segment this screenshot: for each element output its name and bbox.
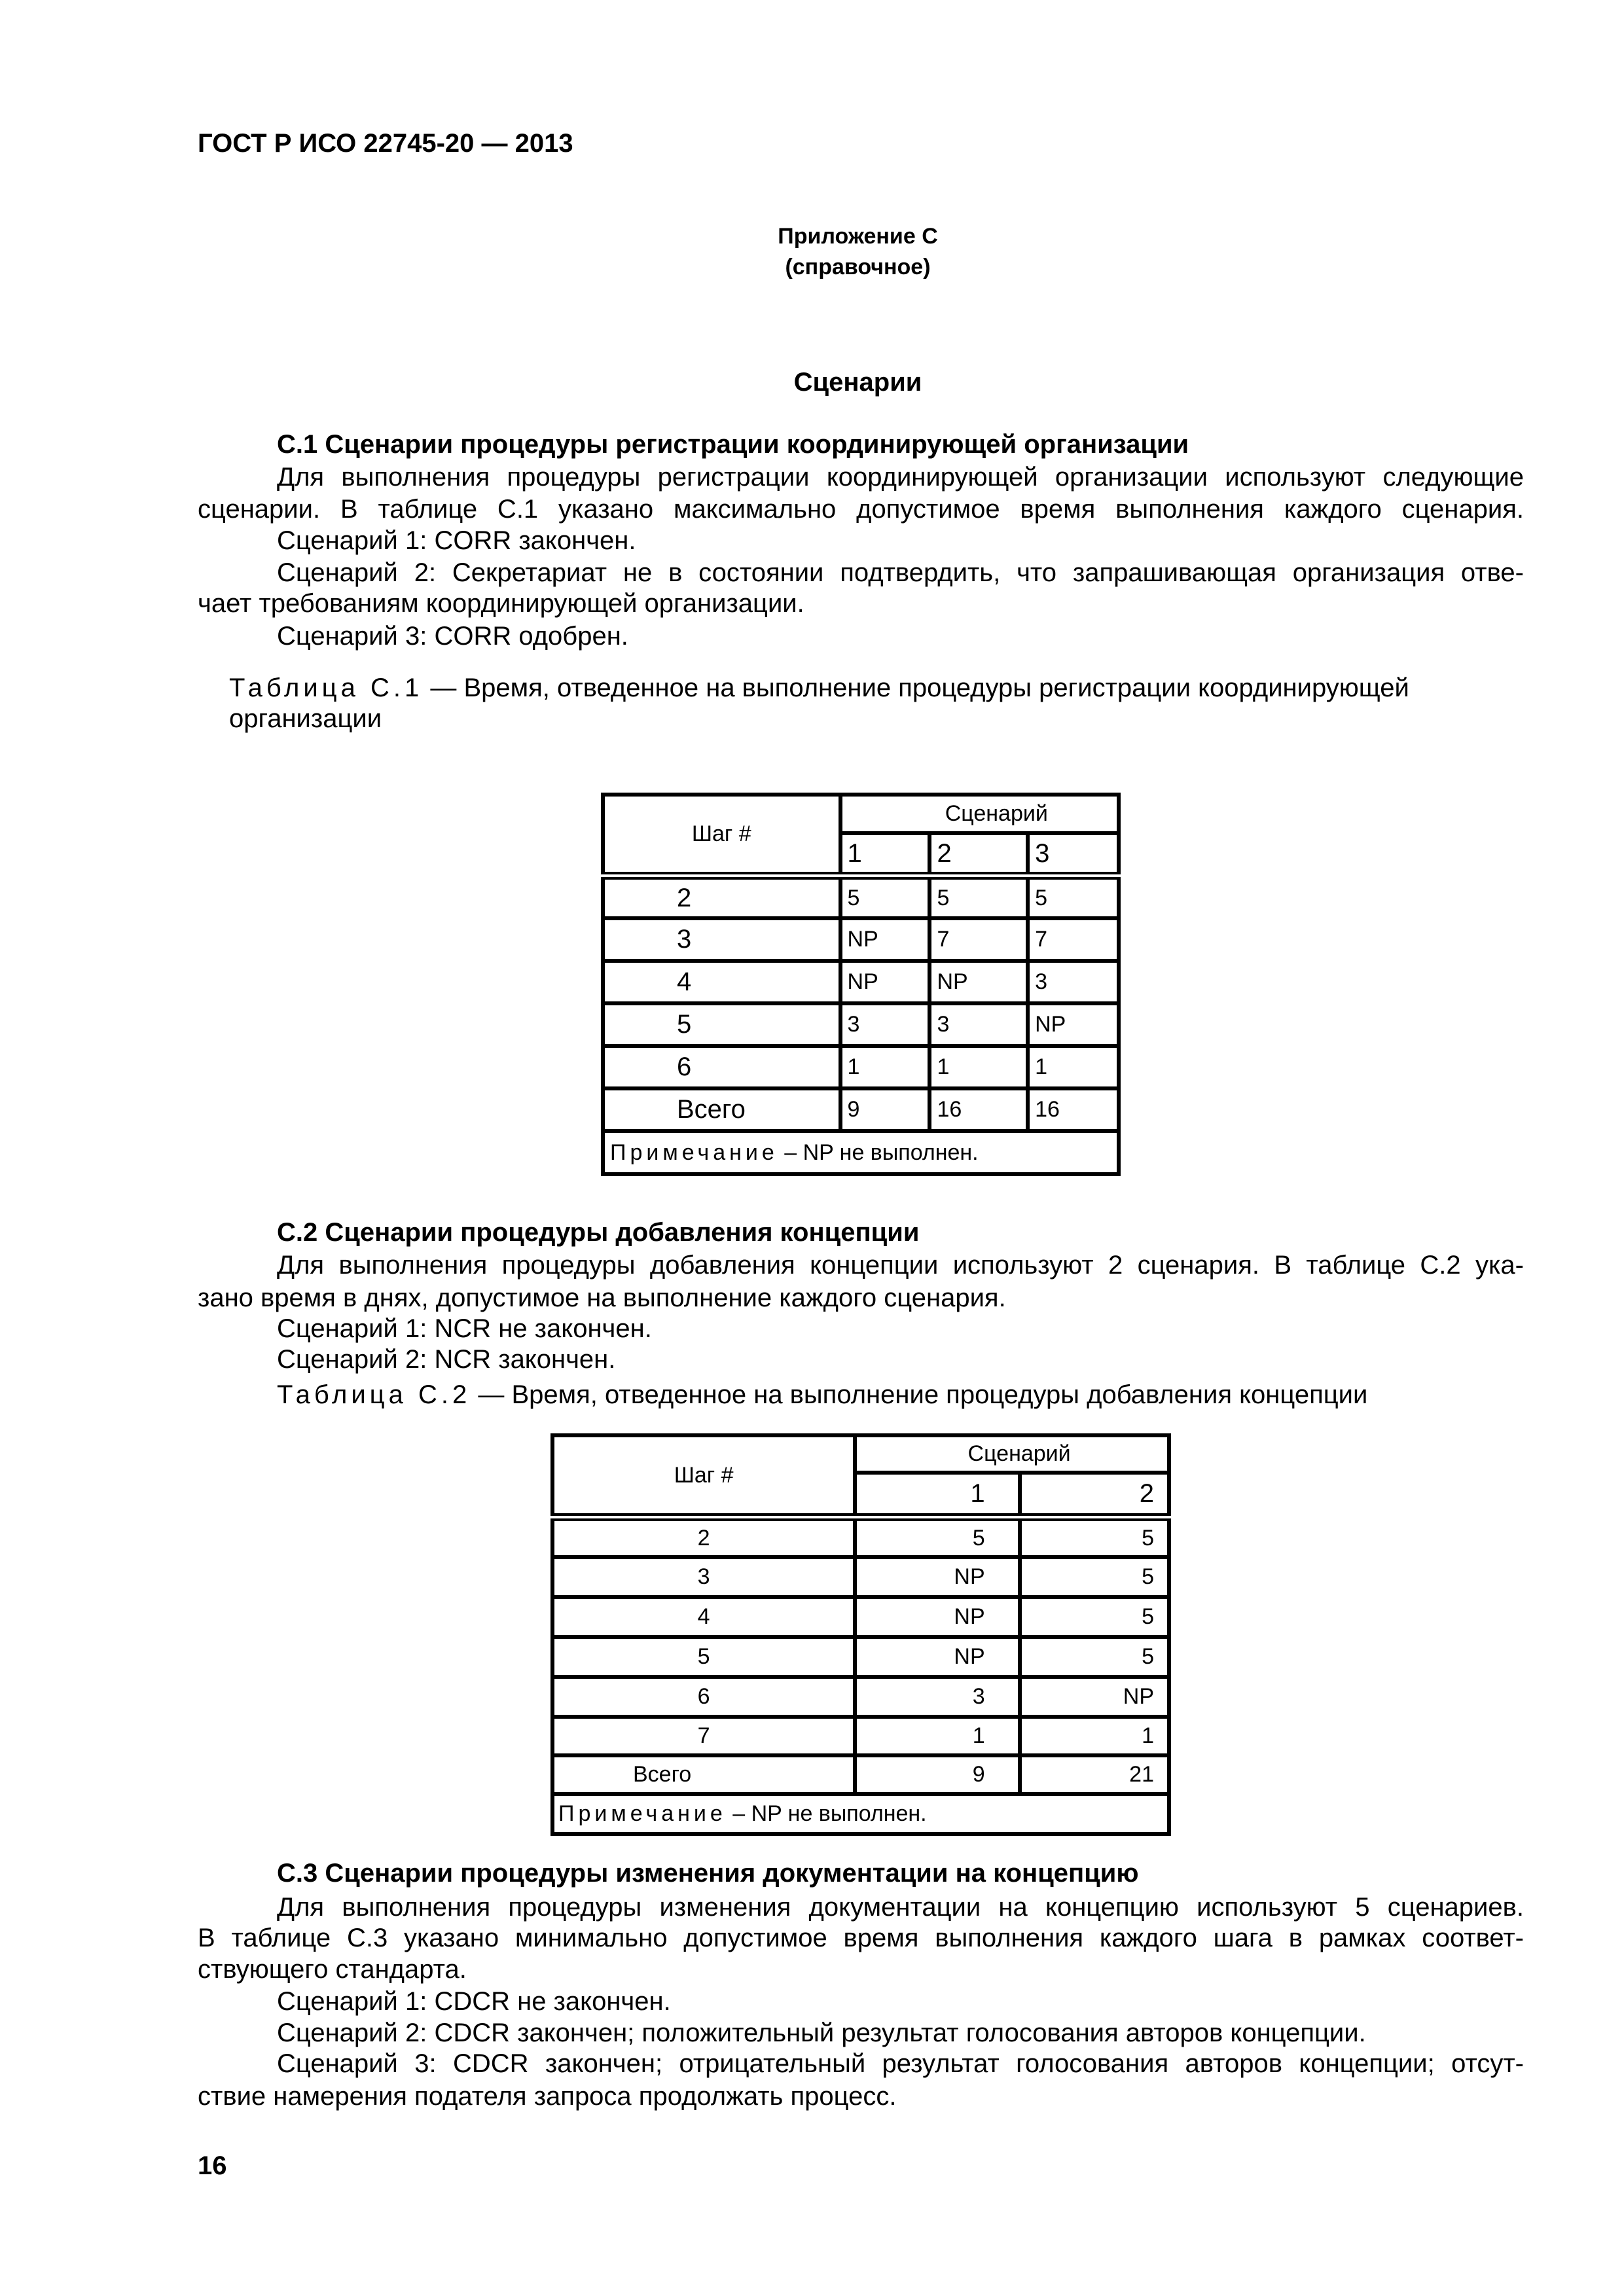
scenario-col: 1 bbox=[840, 833, 930, 876]
table-row bbox=[552, 1517, 1169, 1557]
table-row bbox=[603, 918, 1119, 961]
step-cell: 4 bbox=[603, 961, 840, 1003]
c3-para-line: Для выполнения процедуры изменения документации на концепцию используют 5 сценариев. bbox=[277, 1893, 1524, 1922]
cell: 5 bbox=[1028, 876, 1119, 918]
cell: 1 bbox=[840, 1046, 930, 1088]
cell: 9 bbox=[840, 1088, 930, 1131]
table-row bbox=[552, 1557, 1169, 1597]
cell: 5 bbox=[1020, 1637, 1169, 1677]
c3-heading: С.3 Сценарии процедуры изменения документации на концепцию bbox=[277, 1859, 1139, 1888]
section-title: Сценарии bbox=[793, 368, 922, 397]
cell: 5 bbox=[840, 876, 930, 918]
cell: 21 bbox=[1020, 1755, 1169, 1794]
page-number: 16 bbox=[198, 2151, 227, 2180]
appendix-title: Приложение С bbox=[778, 224, 938, 249]
step-cell: 6 bbox=[552, 1677, 855, 1717]
scenario-header: Сценарий bbox=[855, 1435, 1169, 1473]
cell: NP bbox=[855, 1557, 1019, 1597]
cell: NP bbox=[840, 918, 930, 961]
c3-para-line: В таблице С.3 указано минимально допустимое время выполнения каждого шага в рамках соответ- bbox=[198, 1924, 1524, 1952]
scenario-col: 3 bbox=[1028, 833, 1119, 876]
cell: 5 bbox=[1020, 1517, 1169, 1557]
table1-caption-text: — Время, отведенное на выполнение процедуры регистрации координирующей bbox=[430, 673, 1409, 702]
c1-para-line: сценарии. В таблице С.1 указано максимально допустимое время выполнения каждого сценария. bbox=[198, 495, 1524, 524]
table-note bbox=[552, 1794, 1169, 1834]
cell: 3 bbox=[929, 1003, 1028, 1046]
c2-scenario-1: Сценарий 1: NCR не закончен. bbox=[277, 1314, 652, 1343]
cell: 1 bbox=[855, 1717, 1019, 1755]
step-cell: 2 bbox=[603, 876, 840, 918]
step-header: Шаг # bbox=[603, 795, 840, 876]
cell: NP bbox=[840, 961, 930, 1003]
step-cell: 3 bbox=[603, 918, 840, 961]
c1-scenario-1: Сценарий 1: CORR закончен. bbox=[277, 526, 636, 555]
c3-scenario-1: Сценарий 1: CDCR не закончен. bbox=[277, 1987, 671, 2016]
table-c1 bbox=[601, 793, 1121, 1176]
cell: NP bbox=[929, 961, 1028, 1003]
table1-caption bbox=[229, 672, 1409, 704]
table-row bbox=[552, 1717, 1169, 1755]
step-cell: 4 bbox=[552, 1597, 855, 1637]
note-label: Примечание bbox=[610, 1139, 778, 1165]
cell: 1 bbox=[1028, 1046, 1119, 1088]
cell: 1 bbox=[1020, 1717, 1169, 1755]
cell: 16 bbox=[1028, 1088, 1119, 1131]
note-label: Примечание bbox=[558, 1801, 727, 1826]
c1-scenario-2: Сценарий 2: Секретариат не в состоянии подтвердить, что запрашивающая организация отве- bbox=[277, 558, 1524, 587]
cell: NP bbox=[855, 1637, 1019, 1677]
note-text: – NP не выполнен. bbox=[784, 1139, 979, 1165]
c1-para-line: Для выполнения процедуры регистрации координирующей организации используют следующие bbox=[277, 463, 1524, 492]
table1-caption-label: Таблица С.1 bbox=[229, 673, 424, 702]
table-row bbox=[552, 1637, 1169, 1677]
table-row bbox=[603, 1088, 1119, 1131]
c1-heading: С.1 Сценарии процедуры регистрации координирующей организации bbox=[277, 430, 1189, 459]
scenario-col: 2 bbox=[1020, 1473, 1169, 1517]
table-row bbox=[552, 1597, 1169, 1637]
table-note-row bbox=[603, 1131, 1119, 1174]
step-cell: 2 bbox=[552, 1517, 855, 1557]
cell: 5 bbox=[1020, 1557, 1169, 1597]
appendix-subtitle: (справочное) bbox=[785, 255, 931, 279]
step-cell: 7 bbox=[552, 1717, 855, 1755]
cell: 5 bbox=[855, 1517, 1019, 1557]
total-label: Всего bbox=[552, 1755, 855, 1794]
table-note-row bbox=[552, 1794, 1169, 1834]
cell: NP bbox=[1028, 1003, 1119, 1046]
cell: 3 bbox=[840, 1003, 930, 1046]
c3-para-line: ствующего стандарта. bbox=[198, 1955, 467, 1984]
cell: 16 bbox=[929, 1088, 1028, 1131]
scenario-header: Сценарий bbox=[840, 795, 1119, 833]
table2-caption-text: — Время, отведенное на выполнение процедуры добавления концепции bbox=[478, 1380, 1368, 1409]
c1-scenario-2-cont: чает требованиям координирующей организации. bbox=[198, 589, 804, 618]
cell: NP bbox=[1020, 1677, 1169, 1717]
step-header: Шаг # bbox=[552, 1435, 855, 1517]
table-row bbox=[552, 1677, 1169, 1717]
step-cell: 3 bbox=[552, 1557, 855, 1597]
table-row bbox=[552, 1755, 1169, 1794]
cell: 7 bbox=[1028, 918, 1119, 961]
table2-caption bbox=[277, 1378, 1367, 1411]
cell: 9 bbox=[855, 1755, 1019, 1794]
scenario-col: 2 bbox=[929, 833, 1028, 876]
c1-scenario-3: Сценарий 3: CORR одобрен. bbox=[277, 622, 628, 651]
table-note bbox=[603, 1131, 1119, 1174]
note-text: – NP не выполнен. bbox=[732, 1801, 927, 1826]
table-row bbox=[603, 876, 1119, 918]
cell: 1 bbox=[929, 1046, 1028, 1088]
c2-para-line: Для выполнения процедуры добавления концепции используют 2 сценария. В таблице С.2 ука- bbox=[277, 1251, 1524, 1280]
table-c2 bbox=[550, 1433, 1171, 1836]
cell: 3 bbox=[1028, 961, 1119, 1003]
total-label: Всего bbox=[603, 1088, 840, 1131]
c3-scenario-3-cont: ствие намерения подателя запроса продолжать процесс. bbox=[198, 2082, 897, 2111]
table-row bbox=[603, 1046, 1119, 1088]
step-cell: 5 bbox=[552, 1637, 855, 1677]
cell: 5 bbox=[1020, 1597, 1169, 1637]
c3-scenario-3: Сценарий 3: CDCR закончен; отрицательный результат голосования авторов концепции; отсут- bbox=[277, 2049, 1524, 2078]
cell: 5 bbox=[929, 876, 1028, 918]
scenario-col: 1 bbox=[855, 1473, 1019, 1517]
table2-caption-label: Таблица С.2 bbox=[277, 1380, 471, 1409]
step-cell: 5 bbox=[603, 1003, 840, 1046]
step-cell: 6 bbox=[603, 1046, 840, 1088]
cell: 7 bbox=[929, 918, 1028, 961]
table1-caption-cont: организации bbox=[229, 704, 382, 733]
c2-scenario-2: Сценарий 2: NCR закончен. bbox=[277, 1345, 616, 1374]
c2-para-line: зано время в днях, допустимое на выполнение каждого сценария. bbox=[198, 1283, 1006, 1312]
table-row bbox=[603, 1003, 1119, 1046]
cell: NP bbox=[855, 1597, 1019, 1637]
document-header: ГОСТ Р ИСО 22745-20 — 2013 bbox=[198, 129, 573, 158]
table-row bbox=[603, 961, 1119, 1003]
c3-scenario-2: Сценарий 2: CDCR закончен; положительный результат голосования авторов концепции. bbox=[277, 2018, 1366, 2047]
cell: 3 bbox=[855, 1677, 1019, 1717]
c2-heading: С.2 Сценарии процедуры добавления концепции bbox=[277, 1218, 920, 1247]
